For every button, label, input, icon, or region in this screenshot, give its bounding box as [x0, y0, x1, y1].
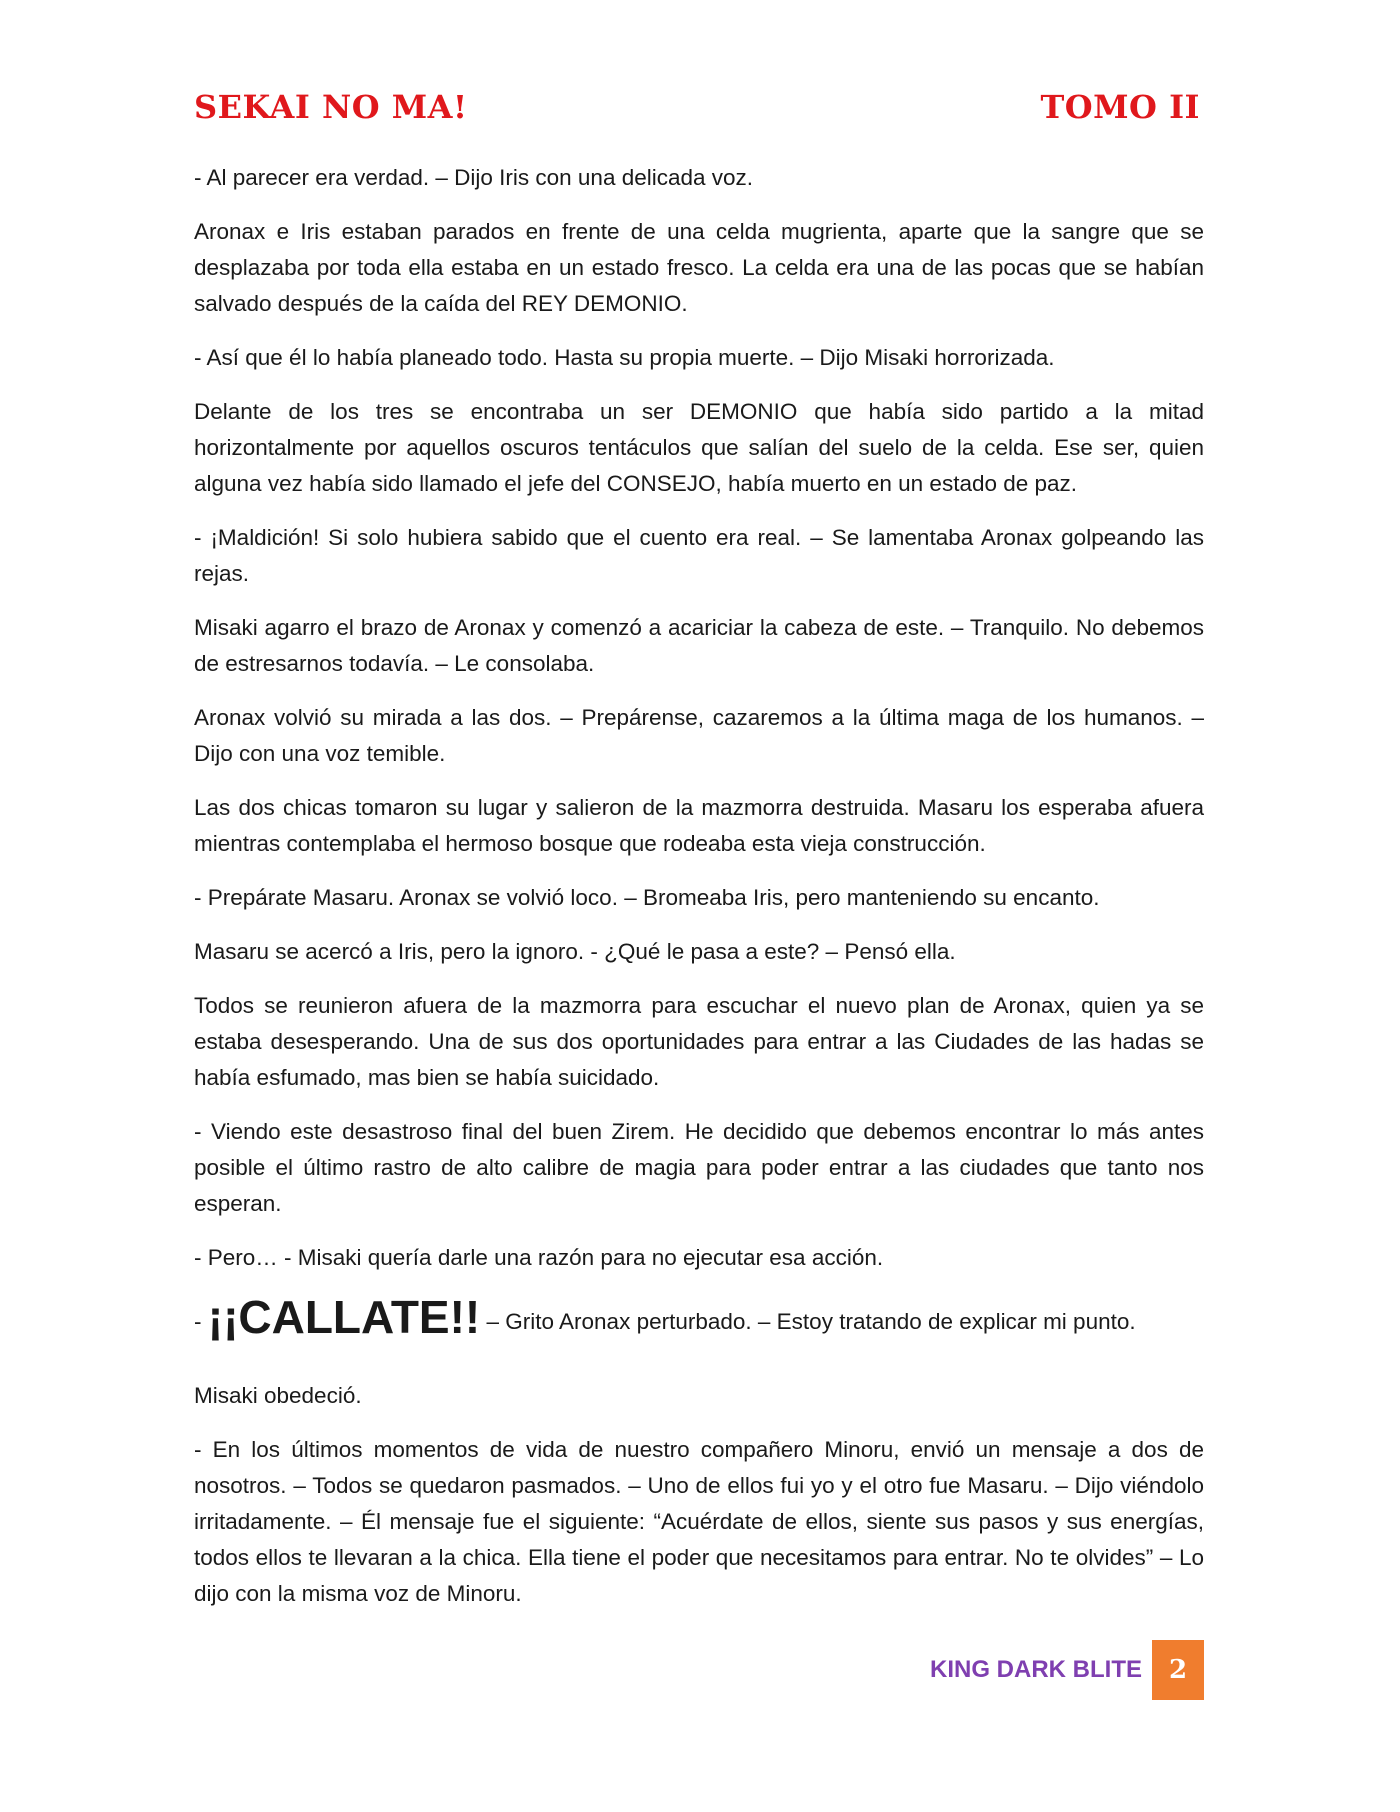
shout-rest: – Grito Aronax perturbado. – Estoy tratando de explicar mi punto.: [480, 1309, 1136, 1334]
paragraph: - Pero… - Misaki quería darle una razón para no ejecutar esa acción.: [194, 1245, 884, 1270]
paragraph: Aronax e Iris estaban parados en frente de una celda mugrienta, aparte que la sangre que se desplazaba por toda ella estaba en un estado fresco. La celda era una de las pocas que se habían salvado después de la caída del REY DEMONIO.: [194, 219, 1204, 316]
page-number-badge: 2: [1152, 1640, 1204, 1700]
paragraph: Todos se reunieron afuera de la mazmorra para escuchar el nuevo plan de Aronax, quien ya se estaba desesperando. Una de sus dos oportunidades para entrar a las Ciudades de las hadas se había esfumado, mas bien se había suicidado.: [194, 993, 1204, 1090]
paragraph: Misaki agarro el brazo de Aronax y comenzó a acariciar la cabeza de este. – Tranquilo. No debemos de estresarnos todavía. – Le consolaba.: [194, 615, 1204, 676]
author-name: KING DARK BLITE: [930, 1656, 1142, 1683]
paragraph: Misaki obedeció.: [194, 1383, 362, 1408]
page-header: [194, 88, 1204, 132]
paragraph: - Viendo este desastroso final del buen Zirem. He decidido que debemos encontrar lo más antes posible el último rastro de alto calibre de magia para poder entrar a las ciudades que tanto nos esperan.: [194, 1119, 1204, 1216]
paragraph: - Al parecer era verdad. – Dijo Iris con una delicada voz.: [194, 165, 754, 190]
paragraph: Aronax volvió su mirada a las dos. – Prepárense, cazaremos a la última maga de los humanos. – Dijo con una voz temible.: [194, 705, 1204, 766]
paragraph: Delante de los tres se encontraba un ser DEMONIO que había sido partido a la mitad horizontalmente por aquellos oscuros tentáculos que salían del suelo de la celda. Ese ser, quien alguna vez había sido llamado el jefe del CONSEJO, había muerto en un estado de paz.: [194, 399, 1204, 496]
paragraph: Masaru se acercó a Iris, pero la ignoro. - ¿Qué le pasa a este? – Pensó ella.: [194, 939, 956, 964]
book-title: SEKAI NO MA!: [194, 88, 468, 126]
paragraph: - En los últimos momentos de vida de nuestro compañero Minoru, envió un mensaje a dos de nosotros. – Todos se quedaron pasmados. – Uno de ellos fui yo y el otro fue Masaru. – Dijo viéndolo irritadamente. – Él mensaje fue el siguiente: “Acuérdate de ellos, siente sus pasos y sus energías, todos ellos te llevaran a la chica. Ella tiene el poder que necesitamos para entrar. No te olvides” – Lo dijo con la misma voz de Minoru.: [194, 1437, 1204, 1606]
paragraph: - ¡Maldición! Si solo hubiera sabido que el cuento era real. – Se lamentaba Aronax golpeando las rejas.: [194, 525, 1204, 586]
volume-title: TOMO II: [1040, 88, 1200, 126]
body-text: [194, 160, 1204, 1630]
paragraph: Las dos chicas tomaron su lugar y salieron de la mazmorra destruida. Masaru los esperaba afuera mientras contemplaba el hermoso bosque que rodeaba esta vieja construcción.: [194, 795, 1204, 856]
shout-paragraph: [194, 1291, 1204, 1350]
shout-text: ¡¡CALLATE!!: [207, 1291, 481, 1343]
paragraph: - Prepárate Masaru. Aronax se volvió loco. – Bromeaba Iris, pero manteniendo su encanto.: [194, 885, 1100, 910]
paragraph: - Así que él lo había planeado todo. Hasta su propia muerte. – Dijo Misaki horrorizada.: [194, 345, 1055, 370]
shout-prefix: -: [194, 1309, 208, 1334]
